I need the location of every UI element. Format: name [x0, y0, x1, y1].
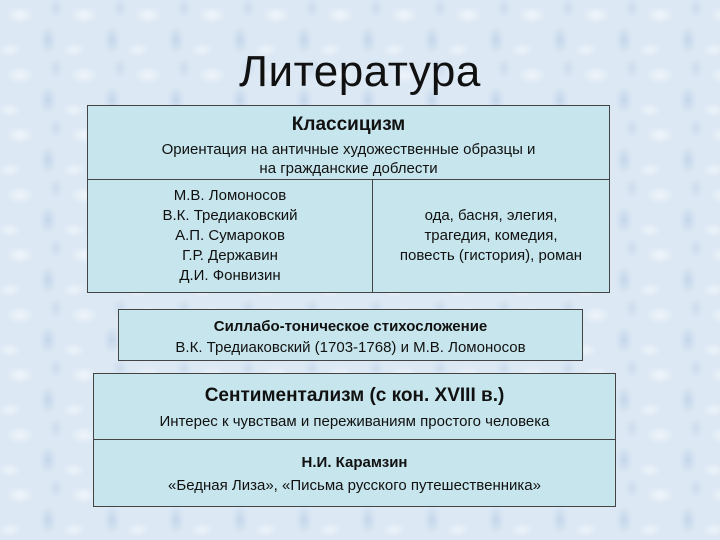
syllabo-tonic-box: [118, 309, 583, 361]
sentimentalism-description: Интерес к чувствам и переживаниям простого человека: [159, 413, 550, 430]
classicism-title: Классицизм: [291, 114, 406, 135]
classicism-box: [87, 105, 610, 293]
author-name: А.П. Сумароков: [175, 227, 285, 244]
sentimentalism-header: [94, 374, 615, 440]
genres-line: повесть (гистория), роман: [399, 247, 583, 264]
genres-line: трагедия, комедия,: [424, 227, 558, 244]
genres-line: ода, басня, элегия,: [424, 207, 558, 224]
author-name: В.К. Тредиаковский: [162, 207, 298, 224]
slide-title: Литература: [239, 47, 481, 96]
classicism-genres: [373, 180, 609, 292]
classicism-description-line: на гражданские доблести: [259, 160, 438, 177]
sentimentalism-box: [93, 373, 616, 507]
author-name: М.В. Ломоносов: [173, 187, 287, 204]
sentimentalism-body: [94, 440, 615, 506]
sentimentalism-author: Н.И. Карамзин: [301, 454, 408, 471]
classicism-authors: [88, 180, 373, 292]
author-name: Г.Р. Державин: [182, 247, 278, 264]
sentimentalism-works: «Бедная Лиза», «Письма русского путешественника»: [168, 477, 541, 494]
classicism-header: [88, 106, 609, 180]
classicism-description: [118, 140, 579, 178]
author-name: Д.И. Фонвизин: [179, 267, 281, 284]
syllabo-tonic-title: Силлабо-тоническое стихосложение: [213, 318, 488, 335]
classicism-description-line: Ориентация на античные художественные образцы и: [161, 141, 536, 158]
syllabo-tonic-description: В.К. Тредиаковский (1703-1768) и М.В. Ломоносов: [175, 339, 526, 356]
sentimentalism-title: Сентиментализм (с кон. XVIII в.): [204, 385, 505, 406]
